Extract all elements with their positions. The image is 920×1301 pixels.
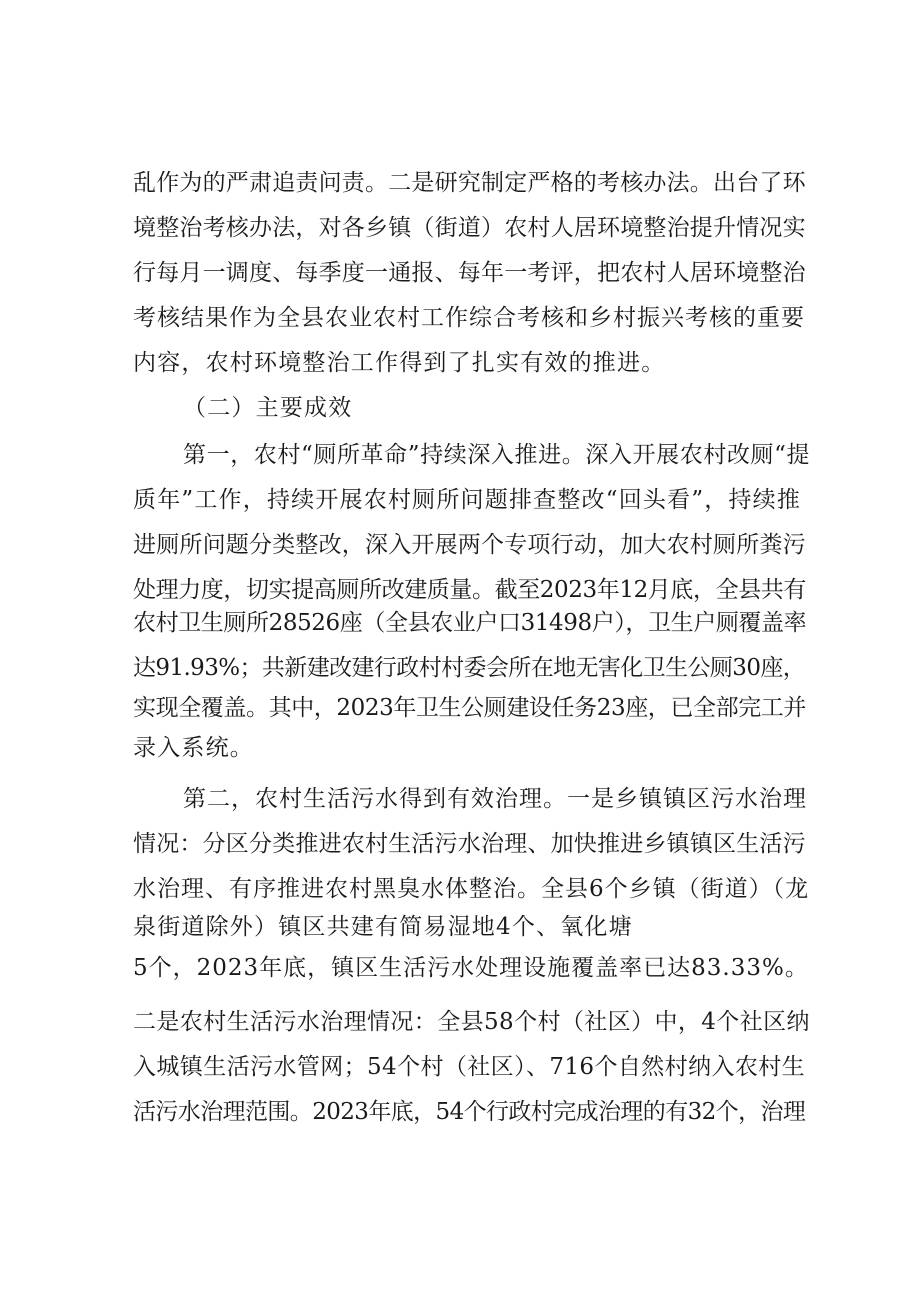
text-line-13: 实现全覆盖。其中，2023年卫生公厕建设任务23座，已全部完工并: [133, 695, 806, 721]
text-line-2: 境整治考核办法，对各乡镇（街道）农村人居环境整治提升情况实: [133, 215, 806, 241]
text-line-18: 泉街道除外）镇区共建有简易湿地4个、氧化塘: [133, 914, 633, 940]
text-line-5: 内容，农村环境整治工作得到了扎实有效的推进。: [133, 350, 666, 376]
text-line-19: 5个，2023年底，镇区生活污水处理设施覆盖率已达83.33%。: [133, 955, 809, 981]
text-line-20: 二是农村生活污水治理情况：全县58个村（社区）中，4个社区纳: [133, 1009, 810, 1035]
section-heading: （二）主要成效: [183, 395, 353, 421]
text-line-7: 第一，农村“厕所革命”持续深入推进。深入开展农村改厕“提: [183, 442, 811, 468]
text-line-17: 水治理、有序推进农村黑臭水体整治。全县6个乡镇（街道）（龙: [133, 876, 810, 902]
text-line-8: 质年”工作，持续开展农村厕所问题排查整改“回头看”，持续推: [133, 487, 802, 513]
text-line-3: 行每月一调度、每季度一通报、每年一考评，把农村人居环境整治: [133, 260, 806, 286]
text-line-12: 达91.93%；共新建改建行政村村委会所在地无害化卫生公厕30座，: [133, 655, 806, 681]
text-line-22: 活污水治理范围。2023年底，54个行政村完成治理的有32个，治理: [133, 1099, 806, 1125]
text-line-21: 入城镇生活污水管网；54个村（社区）、716个自然村纳入农村生: [133, 1054, 806, 1080]
text-line-10: 处理力度，切实提高厕所改建质量。截至2023年12月底，全县共有: [133, 577, 806, 603]
text-line-4: 考核结果作为全县农业农村工作综合考核和乡村振兴考核的重要: [133, 305, 805, 331]
text-line-16: 情况：分区分类推进农村生活污水治理、加快推进乡镇镇区生活污: [133, 831, 806, 857]
text-line-1: 乱作为的严肃追责问责。二是研究制定严格的考核办法。出台了环: [133, 170, 806, 196]
text-line-9: 进厕所问题分类整改，深入开展两个专项行动，加大农村厕所粪污: [133, 532, 806, 558]
text-line-15: 第二，农村生活污水得到有效治理。一是乡镇镇区污水治理: [183, 786, 807, 812]
text-line-11: 农村卫生厕所28526座（全县农业户口31498户），卫生户厕覆盖率: [133, 610, 807, 636]
text-line-14: 录入系统。: [133, 735, 254, 761]
